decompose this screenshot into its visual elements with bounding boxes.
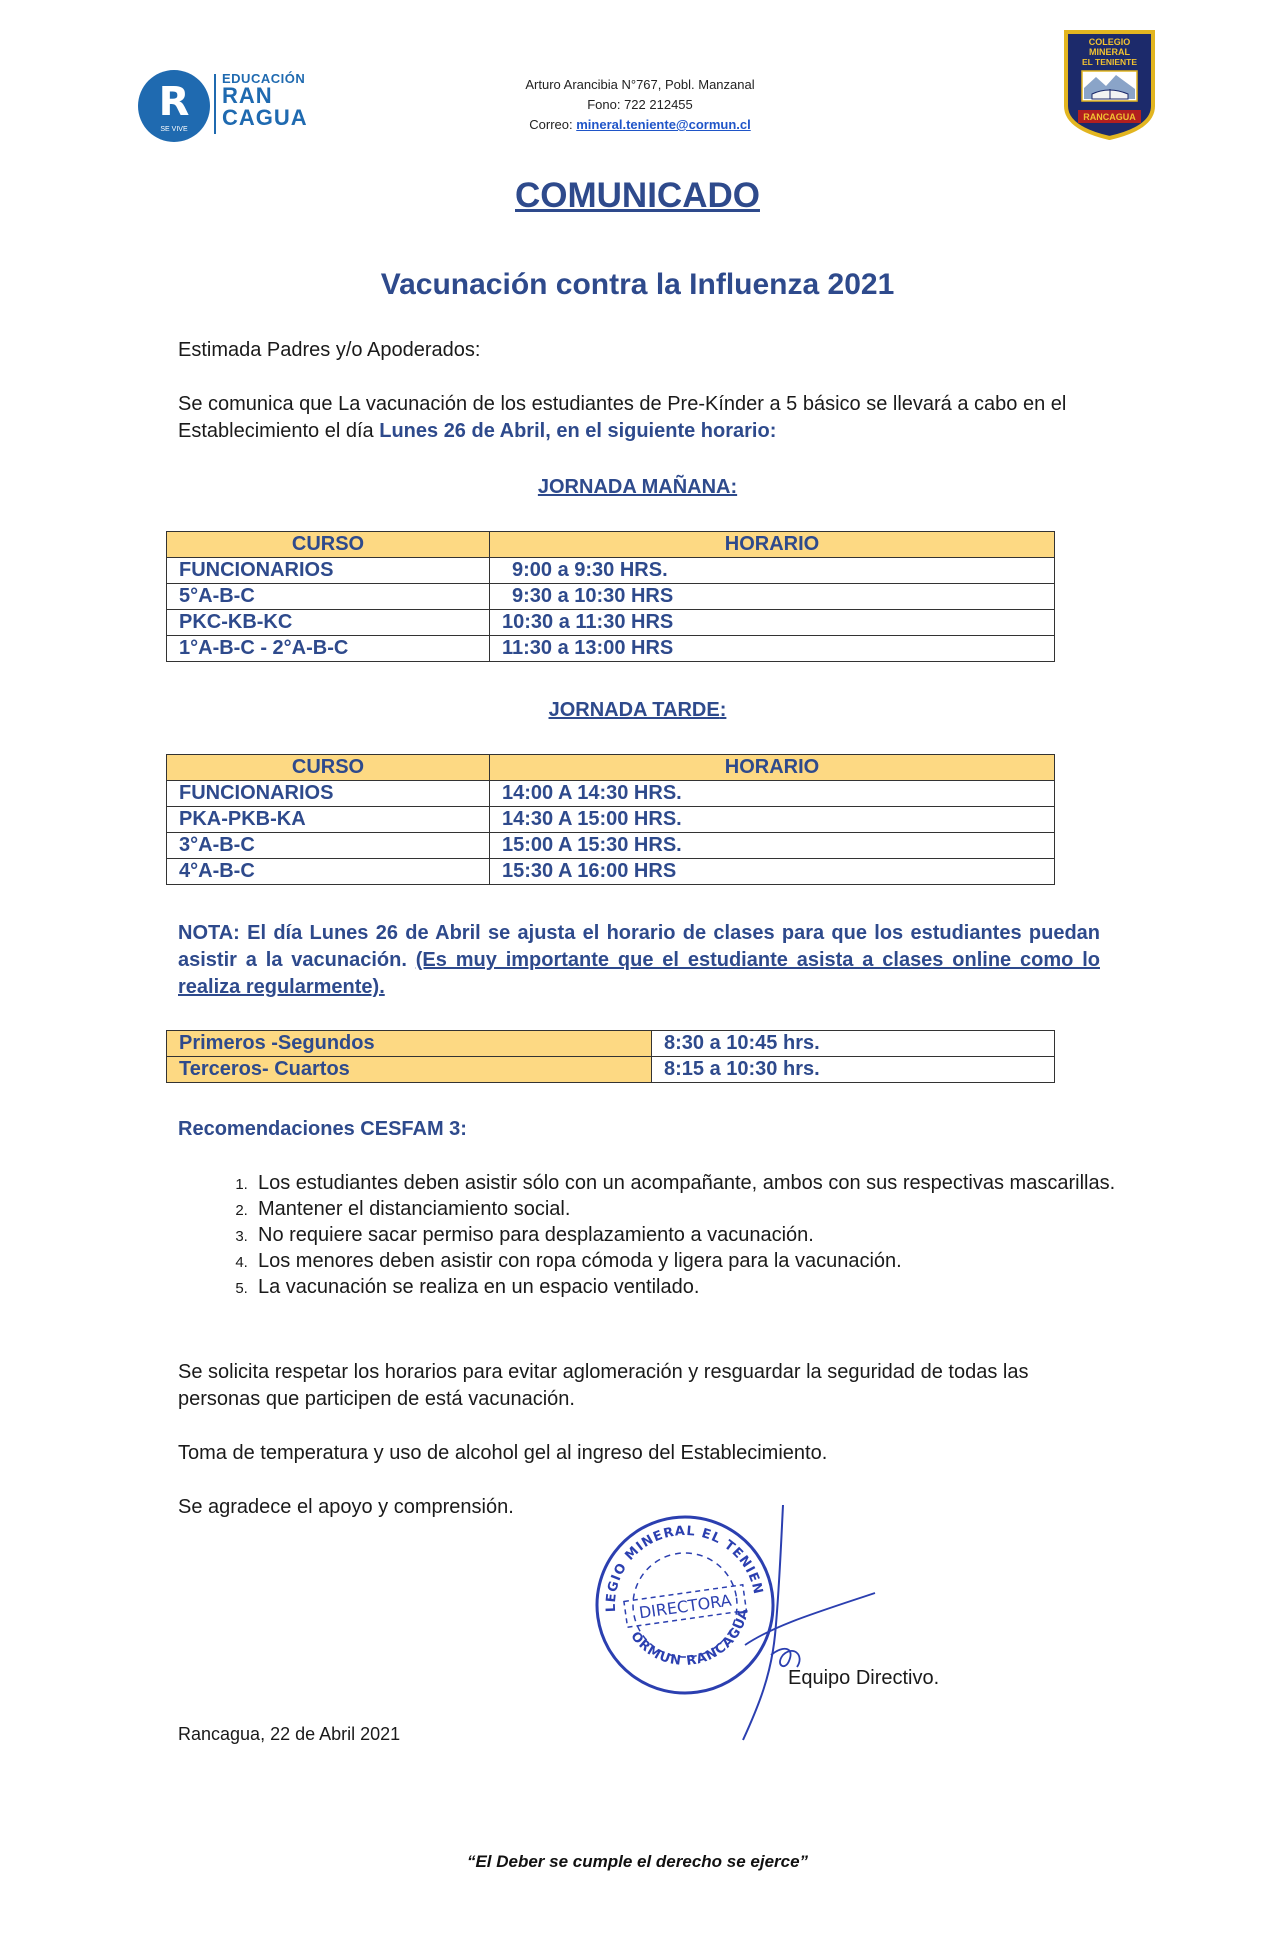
crest-line3: EL TENIENTE bbox=[1081, 57, 1138, 67]
course-cell: PKA-PKB-KA bbox=[167, 807, 490, 833]
email-link[interactable]: mineral.teniente@cormun.cl bbox=[576, 117, 751, 132]
table-row bbox=[167, 781, 1055, 807]
time-cell: 11:30 a 13:00 HRS bbox=[490, 636, 1055, 662]
time-cell: 14:30 A 15:00 HRS. bbox=[490, 807, 1055, 833]
class-schedule-table bbox=[166, 1030, 1055, 1083]
afternoon-heading-colon: : bbox=[719, 699, 727, 721]
table-header-row bbox=[167, 532, 1055, 558]
intro-paragraph bbox=[178, 391, 1098, 445]
nota-paragraph bbox=[178, 920, 1100, 1001]
header-time: HORARIO bbox=[490, 755, 1055, 781]
course-cell: 3°A-B-C bbox=[167, 833, 490, 859]
course-cell: 5°A-B-C bbox=[167, 584, 490, 610]
intro-highlight: Lunes 26 de Abril, en el siguiente horario: bbox=[379, 420, 777, 442]
stamp-center-text: DIRECTORA bbox=[637, 1590, 733, 1623]
group-cell: Primeros -Segundos bbox=[167, 1031, 652, 1057]
page-subtitle: Vacunación contra la Influenza 2021 bbox=[380, 268, 895, 301]
address: Arturo Arancibia N°767, Pobl. Manzanal bbox=[525, 77, 755, 92]
table-row bbox=[167, 558, 1055, 584]
table-row bbox=[167, 584, 1055, 610]
email-label: Correo: bbox=[529, 117, 573, 132]
header-course: CURSO bbox=[167, 532, 490, 558]
school-crest-logo bbox=[1062, 28, 1157, 140]
header-time: HORARIO bbox=[490, 532, 1055, 558]
logo-wordmark bbox=[222, 72, 308, 129]
contact-block bbox=[470, 75, 810, 135]
time-cell: 14:00 A 14:30 HRS. bbox=[490, 781, 1055, 807]
table-row bbox=[167, 636, 1055, 662]
nota-text: NOTA: El día Lunes 26 de Abril se ajusta el horario de clases para que los estudiantes puedan asistir a la vacunación. bbox=[178, 922, 1100, 971]
recommendations-heading: Recomendaciones CESFAM 3: bbox=[178, 1118, 467, 1140]
crest-line1: COLEGIO bbox=[1088, 37, 1131, 47]
logo-mark-letter: R bbox=[158, 79, 190, 125]
crest-line2: MINERAL bbox=[1089, 47, 1130, 57]
header-course: CURSO bbox=[167, 755, 490, 781]
logo-line3: CAGUA bbox=[222, 105, 308, 130]
list-item: 3. No requiere sacar permiso para desplazamiento a vacunación. bbox=[252, 1222, 1142, 1248]
table-row bbox=[167, 1031, 1055, 1057]
logo-divider bbox=[214, 74, 216, 134]
list-item: 2. Mantener el distanciamiento social. bbox=[252, 1196, 1142, 1222]
closing-paragraph-2: Toma de temperatura y uso de alcohol gel al ingreso del Establecimiento. bbox=[178, 1442, 828, 1464]
list-item: 1. Los estudiantes deben asistir sólo con un acompañante, ambos con sus respectivas mascarillas. bbox=[252, 1170, 1142, 1196]
afternoon-heading bbox=[0, 699, 1275, 722]
time-cell: 10:30 a 11:30 HRS bbox=[490, 610, 1055, 636]
morning-heading: JORNADA MAÑANA: bbox=[537, 476, 738, 498]
afternoon-heading-text: JORNADA TARDE bbox=[548, 699, 720, 721]
closing-paragraph-1: Se solicita respetar los horarios para evitar aglomeración y resguardar la seguridad de todas las personas que participen de está vacunación. bbox=[178, 1361, 1029, 1410]
group-cell: Terceros- Cuartos bbox=[167, 1057, 652, 1083]
logo-mark bbox=[138, 70, 210, 142]
time-cell: 9:30 a 10:30 HRS bbox=[490, 584, 1055, 610]
stamp-bottom-text: CORMUN RANCAGUA bbox=[627, 1606, 752, 1669]
logo-line2: RAN bbox=[222, 83, 273, 108]
table-row bbox=[167, 833, 1055, 859]
course-cell: 1°A-B-C - 2°A-B-C bbox=[167, 636, 490, 662]
time-cell: 15:30 A 16:00 HRS bbox=[490, 859, 1055, 885]
educacion-rancagua-logo bbox=[138, 70, 313, 146]
footer-motto: “El Deber se cumple el derecho se ejerce” bbox=[466, 1852, 809, 1871]
table-row bbox=[167, 1057, 1055, 1083]
phone: Fono: 722 212455 bbox=[587, 97, 693, 112]
time-cell: 8:30 a 10:45 hrs. bbox=[652, 1031, 1055, 1057]
closing-paragraph-3: Se agradece el apoyo y comprensión. bbox=[178, 1496, 514, 1518]
time-cell: 15:00 A 15:30 HRS. bbox=[490, 833, 1055, 859]
handwritten-signature bbox=[735, 1505, 885, 1745]
signatory: Equipo Directivo. bbox=[788, 1667, 940, 1689]
page-title: COMUNICADO bbox=[515, 176, 760, 215]
course-cell: FUNCIONARIOS bbox=[167, 558, 490, 584]
time-cell: 9:00 a 9:30 HRS. bbox=[490, 558, 1055, 584]
time-cell: 8:15 a 10:30 hrs. bbox=[652, 1057, 1055, 1083]
course-cell: FUNCIONARIOS bbox=[167, 781, 490, 807]
intro-text: Se comunica que La vacunación de los estudiantes de Pre-Kínder a 5 básico se llevará a cabo en el Establecimiento el día bbox=[178, 393, 1067, 442]
date-line: Rancagua, 22 de Abril 2021 bbox=[178, 1724, 401, 1744]
afternoon-schedule-table bbox=[166, 754, 1055, 885]
list-item: 5. La vacunación se realiza en un espacio ventilado. bbox=[252, 1274, 1142, 1300]
table-row bbox=[167, 610, 1055, 636]
greeting: Estimada Padres y/o Apoderados: bbox=[178, 339, 481, 361]
table-row bbox=[167, 807, 1055, 833]
recommendations-list bbox=[210, 1170, 1142, 1300]
crest-city: RANCAGUA bbox=[1083, 112, 1136, 122]
course-cell: 4°A-B-C bbox=[167, 859, 490, 885]
logo-tagline: SE VIVE bbox=[160, 126, 188, 133]
stamp-top-text: COLEGIO MINERAL EL TENIENTE bbox=[603, 1523, 766, 1613]
nota-underlined: (Es muy importante que el estudiante asista a clases online como lo realiza regularmente). bbox=[178, 949, 1100, 998]
email-line bbox=[470, 115, 810, 135]
list-item: 4. Los menores deben asistir con ropa cómoda y ligera para la vacunación. bbox=[252, 1248, 1142, 1274]
table-header-row bbox=[167, 755, 1055, 781]
logo-line1: EDUCACIÓN bbox=[222, 71, 306, 86]
morning-schedule-table bbox=[166, 531, 1055, 662]
course-cell: PKC-KB-KC bbox=[167, 610, 490, 636]
table-row bbox=[167, 859, 1055, 885]
